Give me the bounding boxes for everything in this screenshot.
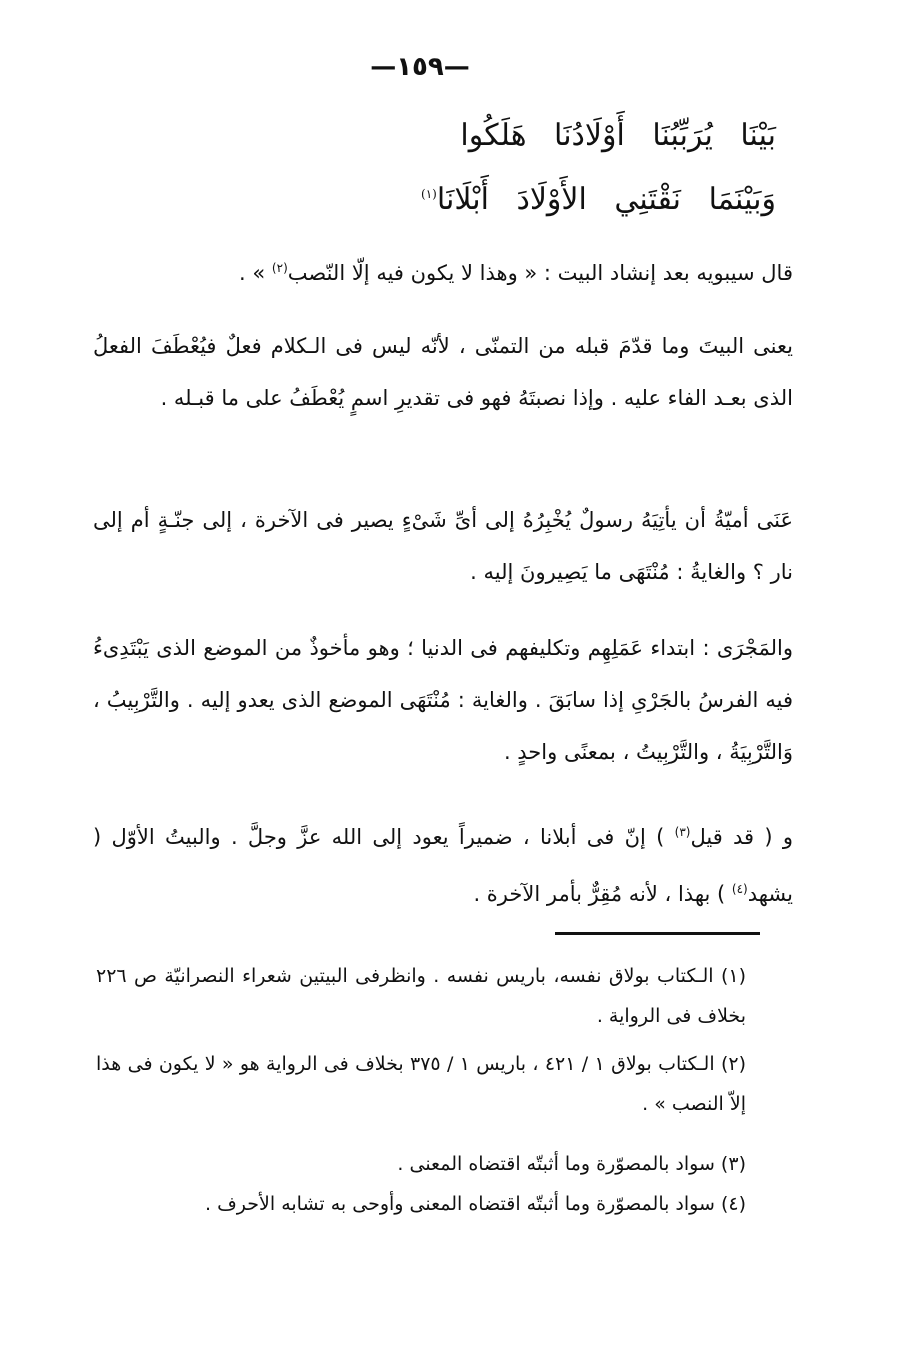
verse-line-2 [156,182,776,217]
paragraph-1-end: » . [239,261,272,285]
footnote-ref-3: (٣) [674,825,691,839]
paragraph-5-part-c: ) بهذا ، لأنه مُقِرٌّ بأمر الآخرة . [473,882,732,906]
paragraph-5-part-b: ) إنّ فى أبلانا ، ضميراً يعود إلى الله عزَّ وجلَّ . والبيتُ الأوّل ( يشهد [93,825,793,906]
footnote-ref-1: (١) [421,187,437,201]
paragraph-5-part-a: و ( قد قيل [690,825,794,849]
paragraph-2: يعنى البيتَ وما قدّمَ قبله من التمنّى ، لأنّه ليس فى الـكلام فعلٌ فيُعْطَفَ الفعلُ الذى بعـد الفاء عليه . وإذا نصبتَهُ فهو فى تقديرِ اسمٍ يُعْطَفُ على ما قبـله . [93,334,793,410]
paragraph-3: عَنَى أميّةُ أن يأتِيَهُ رسولٌ يُخْبِرُهُ إلى أىِّ شَىْءٍ يصير فى الآخرة ، إلى جنّـةٍ أم إلى نار ؟ والغايةُ : مُنْتَهَى ما يَصِيرونَ إليه . [93,508,793,584]
paragraph-5 [93,806,793,920]
footnote-1: (١) الـكتاب بولاق نفسه، باريس نفسه . وانظرفى البيتين شعراء النصرانيّة ص ٢٢٦ بخلاف فى الرواية . [96,965,746,1027]
footnote-divider [555,932,760,935]
paragraph-1 [93,242,793,299]
page-number: —١٥٩— [370,52,470,82]
footnote-4: (٤) سواد بالمصوّرة وما أثبتّه اقتضاه المعنى وأوحى به تشابه الأحرف . [205,1193,746,1215]
paragraph-4: والمَجْرَى : ابتداء عَمَلِهِم وتكليفهم فى الدنيا ؛ وهو مأخوذٌ من الموضع الذى يَبْتَدِىءُ فيه الفرسُ بالجَرْىِ إذا سابَقَ . والغاية : مُنْتَهَى الموضع الذى يعدو إليه . والتَّرْبِيبُ ، وَالتَّرْبِيَةُ ، والتَّرْبِيتُ ، بمعنًى واحدٍ . [93,636,793,764]
paragraph-1-text: قال سيبويه بعد إنشاد البيت : « وهذا لا يكون فيه إلّا النّصب [287,261,793,285]
footnote-2: (٢) الـكتاب بولاق ١ / ٤٢١ ، باريس ١ / ٣٧٥ بخلاف فى الرواية هو « لا يكون فى هذا إلاّ النصب » . [96,1053,747,1115]
footnote-ref-4: (٤) [731,882,748,896]
verse-line-2-text: وَبَيْنَمَا نَقْتَنِي الأَوْلَادَ أَبْلَانَا [436,182,776,217]
footnote-3: (٣) سواد بالمصوّرة وما أثبتّه اقتضاه المعنى . [397,1153,746,1175]
verse-line-1: بَيْنَا يُرَبِّبُنَا أَوْلَادُنَا هَلَكُوا [460,118,776,153]
footnote-ref-2: (٢) [271,261,288,275]
